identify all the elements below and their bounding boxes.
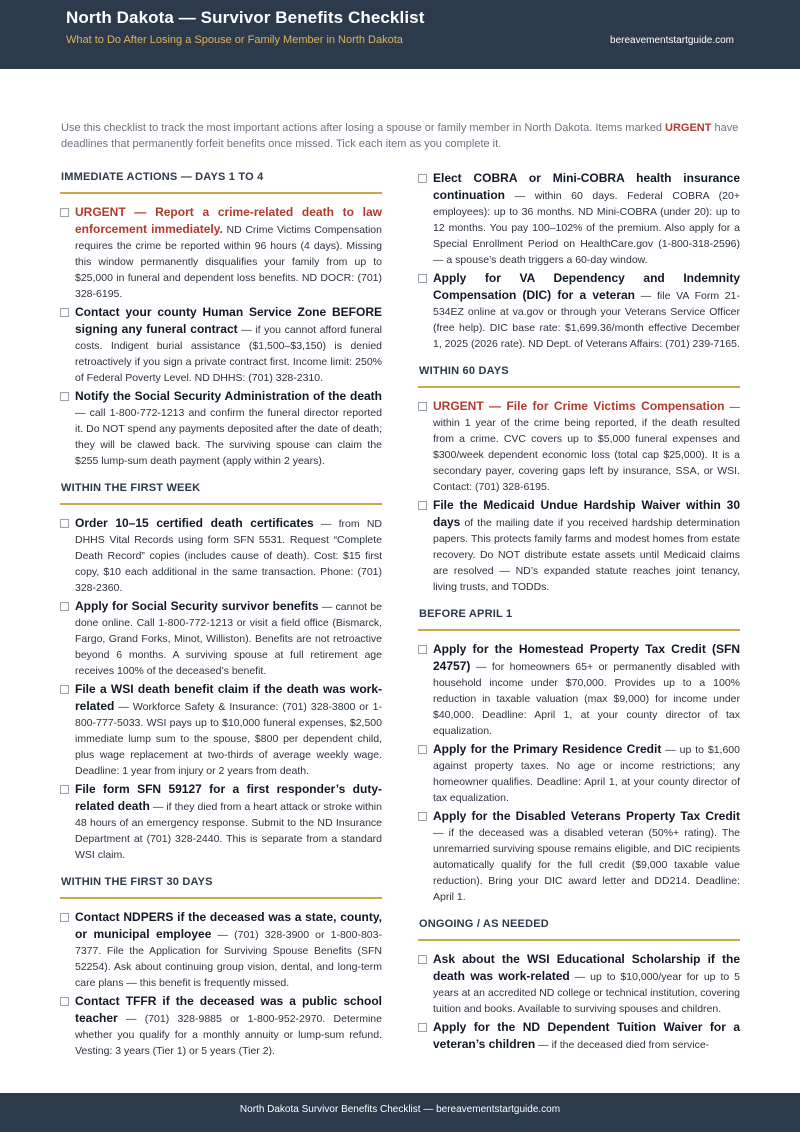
item-text	[433, 808, 740, 905]
checklist-section	[418, 364, 740, 595]
checklist-item	[60, 909, 382, 991]
checklist-section	[60, 875, 382, 1059]
item-title: Order 10–15 certified death certificates	[75, 516, 314, 530]
item-title: Apply for Social Security survivor benefits	[75, 599, 319, 613]
intro-text-after: have deadlines that permanently forfeit benefits once missed. Tick each item as you complete it.	[61, 122, 739, 150]
checkbox[interactable]	[60, 392, 69, 401]
intro-urgent-keyword: URGENT	[665, 122, 712, 134]
checklist-item	[60, 681, 382, 779]
checkbox[interactable]	[418, 955, 427, 964]
item-text	[433, 951, 740, 1017]
item-description: — if they died from a heart attack or stroke within 48 hours of an emergency response. Submit to the ND Insurance Department at (701) 328-2440. This is separate from a standard WSI claim.	[75, 801, 382, 861]
checklist-item	[418, 1019, 740, 1053]
checkbox[interactable]	[418, 402, 427, 411]
checklist-section	[60, 481, 382, 863]
checklist-item	[60, 993, 382, 1059]
left-column	[60, 170, 382, 1061]
item-title: Contact TFFR if the deceased was a public school teacher	[75, 994, 382, 1025]
checkbox[interactable]	[60, 208, 69, 217]
checkbox[interactable]	[60, 913, 69, 922]
checklist-item	[60, 204, 382, 302]
item-description: of the mailing date if you received hardship determination papers. This protects family farms and modest homes from estate recovery. Do NOT distribute estate assets until Medicaid claims are resolved — ND’s expanded statute reaches joint tenancy, living trusts, and TODDs.	[433, 517, 740, 593]
checklist-item	[418, 641, 740, 739]
checkbox[interactable]	[60, 602, 69, 611]
checkbox[interactable]	[60, 308, 69, 317]
item-title: File a WSI death benefit claim if the death was work-related	[75, 682, 382, 713]
checklist-item	[418, 398, 740, 495]
checklist-section	[60, 170, 382, 469]
item-title: Apply for VA Dependency and Indemnity Compensation (DIC) for a veteran	[433, 271, 740, 302]
checklist-item	[418, 170, 740, 268]
item-text	[433, 270, 740, 352]
item-text	[433, 170, 740, 268]
checkbox[interactable]	[418, 1023, 427, 1032]
item-title: Apply for the Disabled Veterans Property Tax Credit	[433, 809, 740, 823]
item-text	[75, 909, 382, 991]
page-footer	[0, 1093, 800, 1132]
item-title: File form SFN 59127 for a first responder’s duty-related death	[75, 782, 382, 813]
checkbox[interactable]	[418, 812, 427, 821]
item-text	[75, 781, 382, 863]
item-text	[75, 598, 382, 679]
item-text	[433, 398, 740, 495]
item-title: Contact NDPERS if the deceased was a state, county, or municipal employee	[75, 910, 382, 941]
checklist-item	[60, 304, 382, 386]
checklist-item	[60, 515, 382, 596]
checklist-section	[418, 607, 740, 905]
item-text	[75, 515, 382, 596]
item-text	[433, 497, 740, 595]
item-title: URGENT — File for Crime Victims Compensation	[433, 399, 725, 413]
item-text	[433, 641, 740, 739]
item-text	[75, 681, 382, 779]
section-heading: IMMEDIATE ACTIONS — DAYS 1 TO 4	[60, 170, 382, 194]
page-title: North Dakota — Survivor Benefits Checklist	[66, 8, 425, 27]
checklist-item	[418, 951, 740, 1017]
item-description: — within 60 days. Federal COBRA (20+ employees): up to 36 months. ND Mini-COBRA (under 20): up to 12 months. You pay 100–102% of the premium. Also apply for a Special Enrollment Period on HealthCare.gov (1-800-318-2596) — a spouse’s death triggers a 60-day window.	[433, 190, 740, 266]
intro-text-before: Use this checklist to track the most important actions after losing a spouse or family member in North Dakota. Items marked	[61, 122, 666, 134]
item-description: — cannot be done online. Call 1-800-772-1213 or visit a field office (Bismarck, Fargo, Grand Forks, Minot, Williston). Benefits are not retroactive beyond 6 months. A surviving spouse at full retirement age receives 100% of the deceased’s benefit.	[75, 601, 382, 677]
checkbox[interactable]	[60, 997, 69, 1006]
checklist-item	[60, 388, 382, 469]
item-title: Apply for the Homestead Property Tax Credit (SFN 24757)	[433, 642, 740, 673]
section-heading: WITHIN 60 DAYS	[418, 364, 740, 388]
checklist-item	[418, 497, 740, 595]
section-heading: WITHIN THE FIRST WEEK	[60, 481, 382, 505]
footer-text: North Dakota Survivor Benefits Checklist — bereavementstartguide.com	[239, 1104, 561, 1115]
checkbox[interactable]	[418, 645, 427, 654]
item-description: — call 1-800-772-1213 and confirm the funeral director reported it. Do NOT spend any payments deposited after the date of death; they will be clawed back. The surviving spouse can claim the $255 lump-sum death payment (apply within 2 years).	[75, 407, 382, 467]
item-description: — up to $1,600 against property taxes. No age or income restrictions; any homeowner qualifies. Deadline: April 1, at your county director of tax equalization.	[433, 744, 740, 804]
item-title: Contact your county Human Service Zone BEFORE signing any funeral contract	[75, 305, 382, 336]
section-heading: BEFORE APRIL 1	[418, 607, 740, 631]
item-description: — within 1 year of the crime being reported, if the death resulted from a crime. CVC covers up to $5,000 funeral expenses and $300/week dependent economic loss (total cap $25,000). It is a secondary payer, covering gaps left by insurance, SSA, or WSI. Contact: (701) 328-6195.	[433, 401, 740, 493]
intro-paragraph	[61, 120, 741, 152]
item-description: — file VA Form 21-534EZ online at va.gov or through your Veterans Service Officer (free help). DIC base rate: $1,699.36/month effective December 1, 2025 (2026 rate). ND Dept. of Veterans Affairs: (701) 239-7165.	[433, 290, 740, 350]
checklist-item	[60, 781, 382, 863]
item-description: — up to $10,000/year for up to 5 years at an accredited ND college or technical institution, covering tuition and books. Available to surviving spouses and children.	[433, 971, 740, 1015]
item-description: — (701) 328-3900 or 1-800-803-7377. File the Application for Surviving Spouse Benefits (SFN 52254). Ask about continuing group vision, dental, and long-term care plans — this benefit is frequently missed.	[75, 929, 382, 989]
checklist-item	[418, 270, 740, 352]
item-text	[75, 388, 382, 469]
item-title: Apply for the Primary Residence Credit	[433, 742, 662, 756]
item-description: — Workforce Safety & Insurance: (701) 328-3800 or 1-800-777-5033. WSI pays up to $10,000 funeral expenses, $2,500 immediate lump sum to the spouse, $800 per dependent child, plus wage replacement at two-thirds of average weekly wage. Deadline: 1 year from injury or 2 years from death.	[75, 701, 382, 777]
item-title: Apply for the ND Dependent Tuition Waiver for a veteran’s children	[433, 1020, 740, 1051]
item-description: — if the deceased died from service-	[535, 1039, 710, 1051]
right-column	[418, 170, 740, 1055]
item-description: — (701) 328-9885 or 1-800-952-2970. Determine whether you qualify for a monthly annuity or lump-sum refund. Vesting: 3 years (Tier 1) or 5 years (Tier 2).	[75, 1013, 382, 1057]
page-header	[0, 0, 800, 69]
item-description: ND Crime Victims Compensation requires the crime be reported within 96 hours (4 days). Missing this window permanently disqualifies your family from up to $25,000 in funeral and dependent loss benefits. ND DOCR: (701) 328-6195.	[75, 224, 382, 300]
item-description: — for homeowners 65+ or permanently disabled with household income under $70,000. Provides up to a 100% reduction in taxable valuation (max $9,000) for income under $40,000. Deadline: April 1, at your county director of tax equalization.	[433, 661, 740, 737]
checkbox[interactable]	[60, 685, 69, 694]
checkbox[interactable]	[418, 174, 427, 183]
page-subtitle: What to Do After Losing a Spouse or Family Member in North Dakota	[66, 34, 403, 46]
item-text	[75, 993, 382, 1059]
item-text	[433, 741, 740, 806]
checkbox[interactable]	[418, 501, 427, 510]
item-title: URGENT — Report a crime-related death to law enforcement immediately.	[75, 205, 382, 236]
checkbox[interactable]	[418, 274, 427, 283]
item-title: Notify the Social Security Administration of the death	[75, 389, 382, 403]
item-text	[75, 304, 382, 386]
item-text	[75, 204, 382, 302]
site-url: bereavementstartguide.com	[610, 35, 734, 46]
item-text	[433, 1019, 740, 1053]
item-title: Elect COBRA or Mini-COBRA health insurance continuation	[433, 171, 740, 202]
checklist-item	[418, 741, 740, 806]
checklist-section	[418, 917, 740, 1053]
checklist-section	[418, 170, 740, 352]
checkbox[interactable]	[418, 745, 427, 754]
section-heading: WITHIN THE FIRST 30 DAYS	[60, 875, 382, 899]
item-description: — if the deceased was a disabled veteran (50%+ rating). The unremarried surviving spouse remains eligible, and DIC recipients automatically qualify for the full credit ($9,000 taxable value reduction). Bring your DIC award letter and DD214. Deadline: April 1.	[433, 827, 740, 903]
section-heading: ONGOING / AS NEEDED	[418, 917, 740, 941]
checklist-item	[418, 808, 740, 905]
checkbox[interactable]	[60, 785, 69, 794]
item-title: File the Medicaid Undue Hardship Waiver within 30 days	[433, 498, 740, 529]
item-description: — if you cannot afford funeral costs. Indigent burial assistance ($1,500–$3,150) is denied retroactively if you sign a private contract first. Income limit: 250% of Federal Poverty Level. ND DHHS: (701) 328-2310.	[75, 324, 382, 384]
item-title: Ask about the WSI Educational Scholarship if the death was work-related	[433, 952, 740, 983]
checklist-item	[60, 598, 382, 679]
checkbox[interactable]	[60, 519, 69, 528]
item-description: — from ND DHHS Vital Records using form SFN 5531. Request “Complete Death Record” copies (includes cause of death). Cost: $15 first copy, $10 each additional in the same transaction. Phone: (701) 328-2360.	[75, 518, 383, 594]
